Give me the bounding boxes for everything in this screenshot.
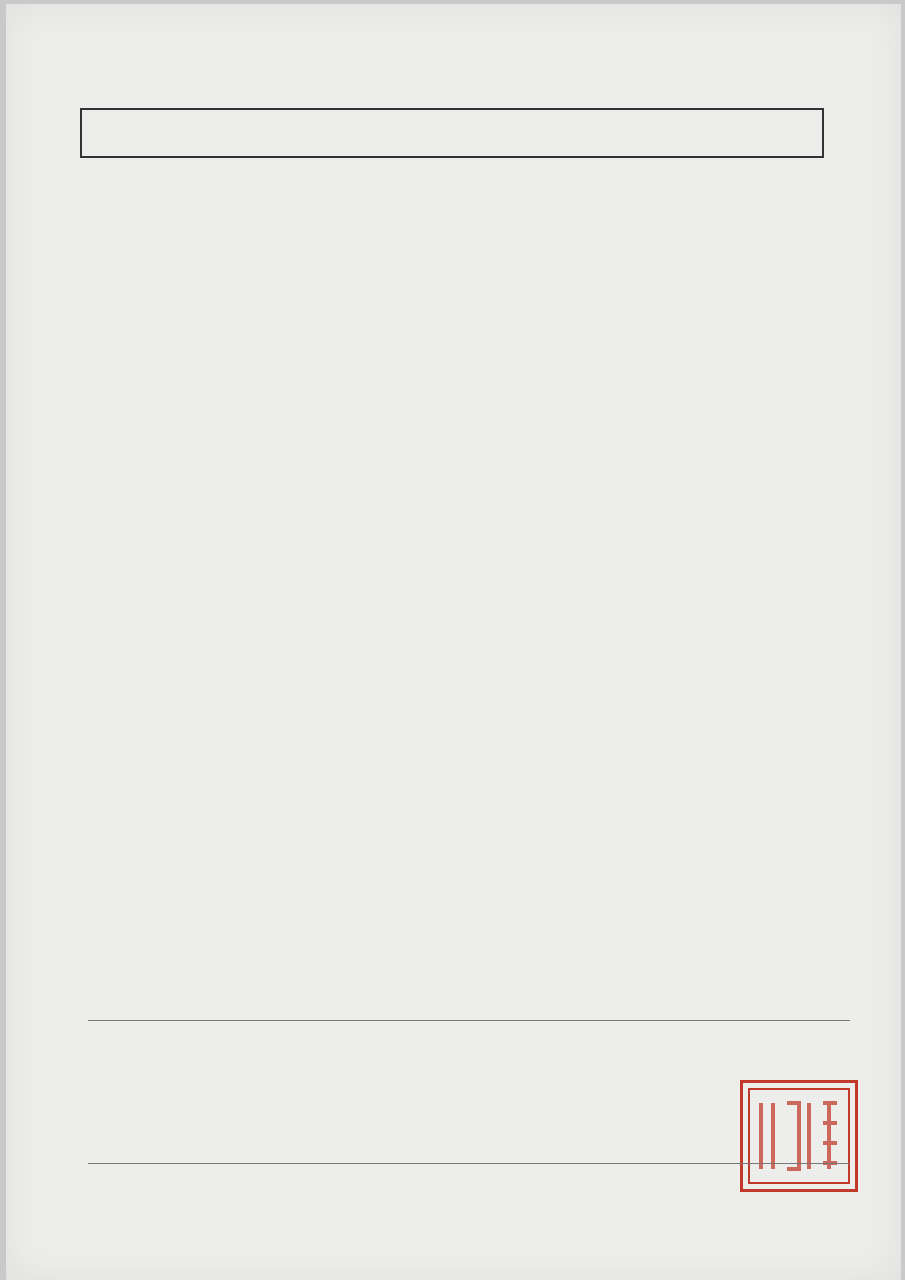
divider xyxy=(88,1163,850,1164)
divider xyxy=(88,1020,850,1021)
document-header-title xyxy=(80,108,824,158)
official-seal-icon xyxy=(740,1080,858,1192)
